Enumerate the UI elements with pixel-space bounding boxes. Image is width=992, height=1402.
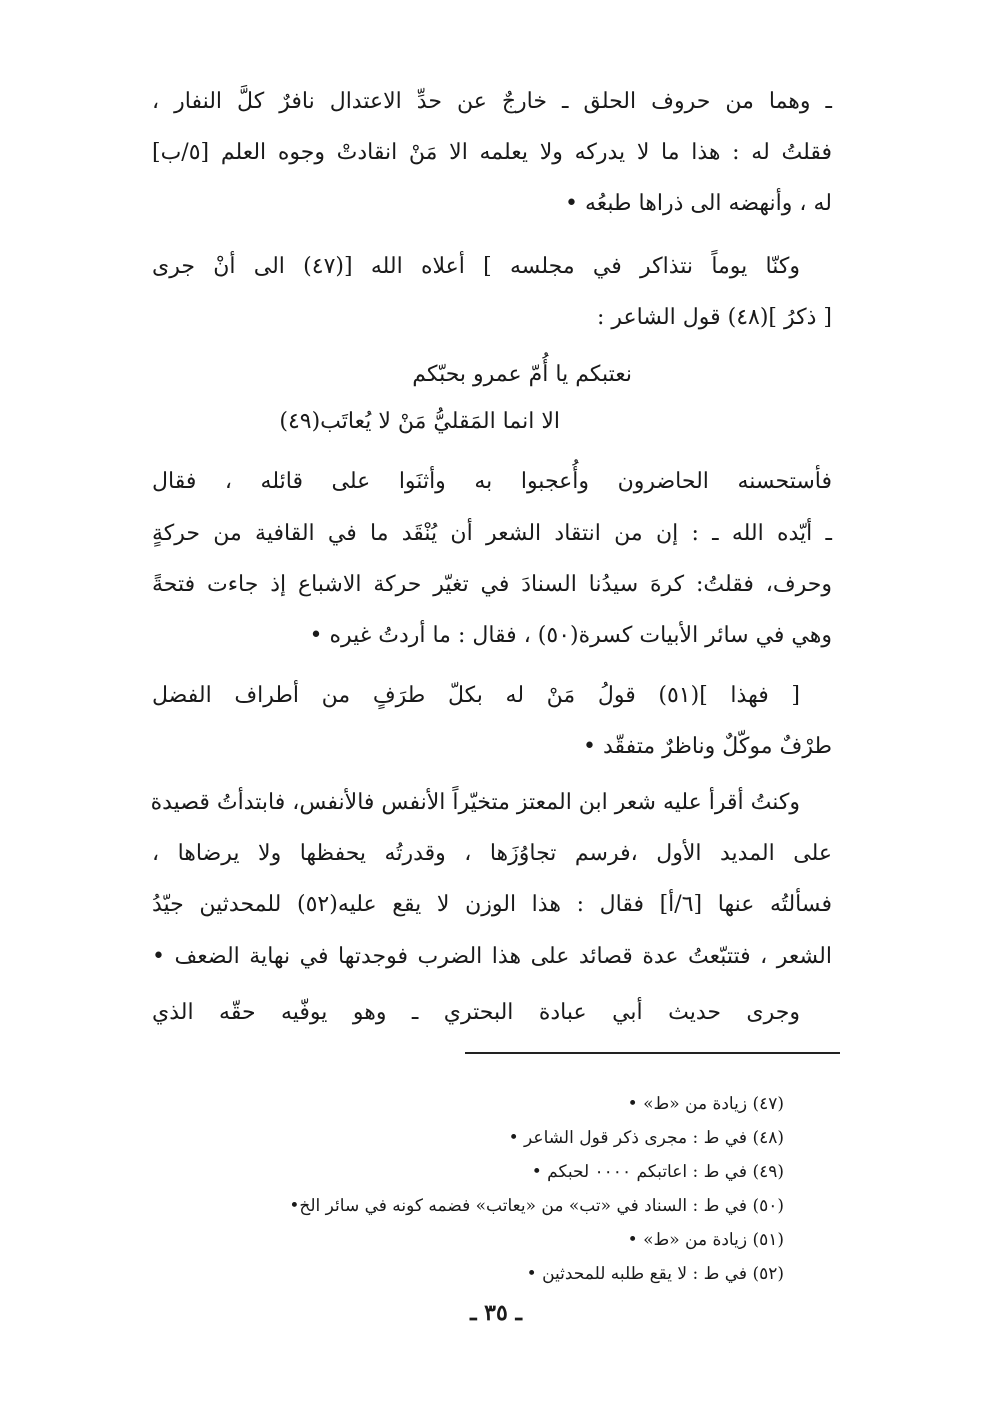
- footnote-49: (٤٩) في ط : اعاتبكم ٠٠٠٠ لحبكم •: [531, 1162, 784, 1182]
- text-line-14: فسألتُه عنها [٦/أ] فقال : هذا الوزن لا يقع عليه(٥٢) للمحدثين جيّدُ: [152, 892, 832, 917]
- text-line-16: وجرى حديث أبي عبادة البحتري ـ وهو يوفّيه حقّه الذي: [152, 1000, 800, 1025]
- text-line-2: فقلتُ له : هذا ما لا يدركه ولا يعلمه الا مَنْ انقادتْ وجوه العلم [٥/ب]: [152, 140, 832, 165]
- footnote-48: (٤٨) في ط : مجرى ذكر قول الشاعر •: [508, 1128, 784, 1148]
- footnote-47: (٤٧) زيادة من «ط» •: [627, 1094, 784, 1114]
- text-line-10: [ فهذا ](٥١) قولُ مَنْ له بكلّ طرَفٍ من أطراف الفضل: [152, 683, 800, 708]
- text-line-7: ـ أيّده الله ـ : إن من انتقاد الشعر أن يُنْقَد ما في القافية من حركةٍ: [152, 521, 832, 546]
- footnote-50: (٥٠) في ط : السناد في «تب» من «يعاتب» فضمه كونه في سائر الخ•: [289, 1196, 784, 1216]
- text-line-9: وهي في سائر الأبيات كسرة(٥٠) ، فقال : ما أردتُ غيره •: [309, 623, 832, 648]
- text-line-5: [ ذكرُ ](٤٨) قول الشاعر :: [596, 305, 832, 330]
- footnote-separator: [465, 1052, 840, 1054]
- text-line-1: ـ وهما من حروف الحلق ـ خارجٌ عن حدِّ الاعتدال نافرٌ كلَّ النفار ،: [152, 89, 832, 114]
- text-line-15: الشعر ، فتتبّعتُ عدة قصائد على هذا الضرب فوجدتها في نهاية الضعف •: [152, 944, 832, 969]
- verse-hemistich-2: الا انما المَقليُّ مَنْ لا يُعاتَب(٤٩): [279, 409, 560, 434]
- text-line-4: وكنّا يوماً نتذاكر في مجلسه ] أعلاه الله [(٤٧) الى أنْ جرى: [152, 254, 800, 279]
- text-line-3: له ، وأنهضه الى ذراها طبعُه •: [565, 191, 832, 216]
- text-line-6: فأستحسنه الحاضرون وأُعجبوا به وأثنَوا على قائله ، فقال: [152, 469, 832, 494]
- page-number: ـ ٣٥ ـ: [470, 1300, 522, 1326]
- text-line-8: وحرف، فقلتُ: كرهَ سيدُنا السنادَ في تغيّر حركة الاشباع إذ جاءت فتحةً: [152, 572, 832, 597]
- text-line-11: طرْفٌ موكّلٌ وناظرٌ متفقّد •: [582, 734, 832, 759]
- footnote-51: (٥١) زيادة من «ط» •: [627, 1230, 784, 1250]
- verse-hemistich-1: نعتبكم يا أُمّ عمرو بحبّكم: [412, 362, 632, 387]
- text-line-13: على المديد الأول ،فرسم تجاوُزَها ، وقدرتُه يحفظها ولا يرضاها ،: [152, 841, 832, 866]
- text-line-12: وكنتُ أقرأ عليه شعر ابن المعتز متخيّراً الأنفس فالأنفس، فابتدأتُ قصيدة: [150, 790, 800, 815]
- footnote-52: (٥٢) في ط : لا يقع طلبه للمحدثين •: [526, 1264, 784, 1284]
